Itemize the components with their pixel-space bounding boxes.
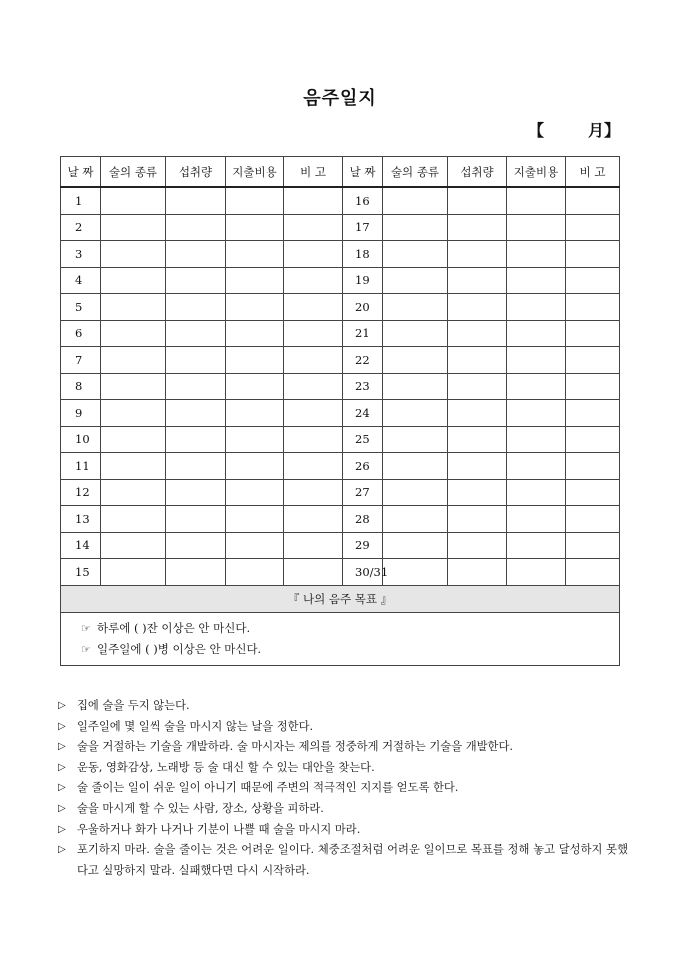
amount-cell[interactable] — [448, 241, 507, 268]
amount-cell[interactable] — [448, 187, 507, 214]
day-cell: 21 — [343, 320, 383, 347]
table-row — [61, 373, 620, 400]
amount-cell[interactable] — [166, 267, 226, 294]
amount-cell[interactable] — [166, 347, 226, 374]
amount-cell[interactable] — [448, 294, 507, 321]
drink-type-cell[interactable] — [383, 214, 448, 241]
table-row — [61, 506, 620, 533]
table-row — [61, 453, 620, 480]
column-header-cost-left: 지출비용 — [226, 157, 284, 188]
drink-type-cell[interactable] — [101, 241, 166, 268]
day-cell: 1 — [61, 187, 101, 214]
drink-type-cell[interactable] — [383, 294, 448, 321]
note-cell[interactable] — [284, 506, 343, 533]
note-cell[interactable] — [284, 267, 343, 294]
cost-cell[interactable] — [226, 373, 284, 400]
day-cell: 2 — [61, 214, 101, 241]
drink-type-cell[interactable] — [383, 241, 448, 268]
amount-cell[interactable] — [166, 426, 226, 453]
table-row — [61, 187, 620, 214]
note-cell[interactable] — [284, 453, 343, 480]
note-cell[interactable] — [284, 479, 343, 506]
tip-item — [58, 799, 628, 820]
day-cell: 6 — [61, 320, 101, 347]
note-cell[interactable] — [566, 426, 620, 453]
cost-cell[interactable] — [507, 187, 566, 214]
goal-daily-text: 하루에 ( )잔 이상은 안 마신다. — [97, 620, 251, 635]
cost-cell[interactable] — [226, 453, 284, 480]
tip-item — [58, 840, 628, 881]
month-open-bracket: 【 — [528, 121, 545, 140]
arrow-bullet-icon: ▷ — [58, 844, 66, 856]
tip-text: 운동, 영화감상, 노래방 등 술 대신 할 수 있는 대안을 찾는다. — [77, 760, 375, 774]
cost-cell[interactable] — [507, 506, 566, 533]
day-cell: 26 — [343, 453, 383, 480]
amount-cell[interactable] — [166, 294, 226, 321]
day-cell: 25 — [343, 426, 383, 453]
tip-item — [58, 758, 628, 779]
cost-cell[interactable] — [507, 453, 566, 480]
amount-cell[interactable] — [166, 532, 226, 559]
table-row — [61, 214, 620, 241]
amount-cell[interactable] — [448, 320, 507, 347]
amount-cell[interactable] — [448, 347, 507, 374]
arrow-bullet-icon: ▷ — [58, 720, 66, 732]
cost-cell[interactable] — [507, 559, 566, 586]
table-row — [61, 532, 620, 559]
note-cell[interactable] — [284, 532, 343, 559]
amount-cell[interactable] — [166, 506, 226, 533]
tip-item — [58, 820, 628, 841]
day-cell: 13 — [61, 506, 101, 533]
day-cell: 23 — [343, 373, 383, 400]
goal-line-weekly[interactable] — [81, 639, 619, 660]
drink-type-cell[interactable] — [101, 400, 166, 427]
drink-type-cell[interactable] — [101, 506, 166, 533]
cost-cell[interactable] — [226, 532, 284, 559]
column-header-date-right: 날 짜 — [343, 157, 383, 188]
drink-type-cell[interactable] — [383, 426, 448, 453]
tip-text: 술 줄이는 일이 쉬운 일이 아니기 때문에 주변의 적극적인 지지를 얻도록 한다. — [77, 781, 459, 795]
cost-cell[interactable] — [226, 294, 284, 321]
amount-cell[interactable] — [166, 559, 226, 586]
tip-text: 술을 거절하는 기술을 개발하라. 술 마시자는 제의를 정중하게 거절하는 기술을 개발한다. — [77, 740, 513, 754]
pointing-hand-icon: ☞ — [81, 621, 91, 635]
day-cell: 28 — [343, 506, 383, 533]
note-cell[interactable] — [566, 453, 620, 480]
arrow-bullet-icon: ▷ — [58, 823, 66, 835]
column-header-amount-right: 섭취량 — [448, 157, 507, 188]
day-cell: 4 — [61, 267, 101, 294]
day-cell: 19 — [343, 267, 383, 294]
drink-type-cell[interactable] — [383, 559, 448, 586]
amount-cell[interactable] — [448, 559, 507, 586]
cost-cell[interactable] — [507, 532, 566, 559]
table-row — [61, 267, 620, 294]
table-row — [61, 400, 620, 427]
column-header-note-left: 비 고 — [284, 157, 343, 188]
note-cell[interactable] — [566, 241, 620, 268]
day-cell: 29 — [343, 532, 383, 559]
note-cell[interactable] — [284, 347, 343, 374]
note-cell[interactable] — [566, 479, 620, 506]
note-cell[interactable] — [566, 373, 620, 400]
arrow-bullet-icon: ▷ — [58, 741, 66, 753]
drink-type-cell[interactable] — [383, 532, 448, 559]
drink-type-cell[interactable] — [383, 453, 448, 480]
goal-weekly-text: 일주일에 ( )병 이상은 안 마신다. — [97, 641, 262, 656]
drink-type-cell[interactable] — [383, 347, 448, 374]
drink-type-cell[interactable] — [101, 187, 166, 214]
amount-cell[interactable] — [448, 426, 507, 453]
arrow-bullet-icon: ▷ — [58, 802, 66, 814]
column-header-cost-right: 지출비용 — [507, 157, 566, 188]
amount-cell[interactable] — [448, 400, 507, 427]
amount-cell[interactable] — [166, 187, 226, 214]
table-row — [61, 426, 620, 453]
note-cell[interactable] — [284, 187, 343, 214]
note-cell[interactable] — [284, 241, 343, 268]
tip-text: 우울하거나 화가 나거나 기분이 나쁠 때 술을 마시지 마라. — [77, 822, 361, 836]
cost-cell[interactable] — [507, 320, 566, 347]
tip-item — [58, 778, 628, 799]
day-cell: 15 — [61, 559, 101, 586]
drink-type-cell[interactable] — [101, 453, 166, 480]
cost-cell[interactable] — [226, 400, 284, 427]
day-cell: 11 — [61, 453, 101, 480]
amount-cell[interactable] — [448, 373, 507, 400]
note-cell[interactable] — [284, 294, 343, 321]
cost-cell[interactable] — [226, 347, 284, 374]
day-cell: 18 — [343, 241, 383, 268]
tip-text: 집에 술을 두지 않는다. — [77, 699, 190, 712]
table-row — [61, 241, 620, 268]
day-cell: 24 — [343, 400, 383, 427]
tip-text: 포기하지 마라. 술을 줄이는 것은 어려운 일이다. 체중조절처럼 어려운 일이므로 목표를 정해 놓고 달성하지 못했다고 실망하지 말라. 실패했다면 다시 시작하라. — [77, 843, 628, 877]
month-field[interactable] — [528, 118, 628, 140]
day-cell: 9 — [61, 400, 101, 427]
drink-type-cell[interactable] — [101, 320, 166, 347]
cost-cell[interactable] — [226, 187, 284, 214]
amount-cell[interactable] — [448, 267, 507, 294]
cost-cell[interactable] — [507, 426, 566, 453]
amount-cell[interactable] — [448, 453, 507, 480]
cost-cell[interactable] — [226, 214, 284, 241]
drink-type-cell[interactable] — [101, 347, 166, 374]
drink-type-cell[interactable] — [101, 373, 166, 400]
drink-type-cell[interactable] — [101, 267, 166, 294]
column-header-date-left: 날 짜 — [61, 157, 101, 188]
amount-cell[interactable] — [448, 506, 507, 533]
note-cell[interactable] — [566, 187, 620, 214]
table-row — [61, 559, 620, 586]
note-cell[interactable] — [566, 532, 620, 559]
cost-cell[interactable] — [507, 479, 566, 506]
arrow-bullet-icon: ▷ — [58, 761, 66, 773]
day-cell: 8 — [61, 373, 101, 400]
amount-cell[interactable] — [448, 532, 507, 559]
day-cell: 16 — [343, 187, 383, 214]
table-row — [61, 347, 620, 374]
cost-cell[interactable] — [226, 267, 284, 294]
drink-type-cell[interactable] — [383, 400, 448, 427]
goal-heading: 『 나의 음주 목표 』 — [61, 585, 620, 612]
note-cell[interactable] — [566, 506, 620, 533]
cost-cell[interactable] — [226, 479, 284, 506]
pointing-hand-icon: ☞ — [81, 642, 91, 656]
note-cell[interactable] — [566, 214, 620, 241]
amount-cell[interactable] — [166, 241, 226, 268]
column-header-drink-type-right: 술의 종류 — [383, 157, 448, 188]
page-title: 음주일지 — [303, 88, 377, 109]
cost-cell[interactable] — [507, 294, 566, 321]
note-cell[interactable] — [284, 559, 343, 586]
table-header-row — [61, 157, 620, 188]
day-cell: 3 — [61, 241, 101, 268]
table-row — [61, 479, 620, 506]
table-row — [61, 294, 620, 321]
note-cell[interactable] — [566, 347, 620, 374]
drink-type-cell[interactable] — [101, 532, 166, 559]
day-cell: 5 — [61, 294, 101, 321]
note-cell[interactable] — [284, 214, 343, 241]
note-cell[interactable] — [284, 320, 343, 347]
day-cell: 30/31 — [343, 559, 383, 586]
tip-item — [58, 696, 628, 717]
column-header-note-right: 비 고 — [566, 157, 620, 188]
day-cell: 7 — [61, 347, 101, 374]
cost-cell[interactable] — [226, 559, 284, 586]
amount-cell[interactable] — [166, 400, 226, 427]
note-cell[interactable] — [284, 426, 343, 453]
note-cell[interactable] — [566, 294, 620, 321]
cost-cell[interactable] — [507, 241, 566, 268]
arrow-bullet-icon: ▷ — [58, 700, 66, 711]
column-header-amount-left: 섭취량 — [166, 157, 226, 188]
day-cell: 14 — [61, 532, 101, 559]
cost-cell[interactable] — [507, 267, 566, 294]
cost-cell[interactable] — [226, 241, 284, 268]
cost-cell[interactable] — [507, 373, 566, 400]
note-cell[interactable] — [566, 320, 620, 347]
cost-cell[interactable] — [507, 347, 566, 374]
drink-type-cell[interactable] — [383, 267, 448, 294]
note-cell[interactable] — [566, 400, 620, 427]
day-cell: 10 — [61, 426, 101, 453]
day-cell: 27 — [343, 479, 383, 506]
drink-type-cell[interactable] — [383, 320, 448, 347]
drink-type-cell[interactable] — [101, 559, 166, 586]
note-cell[interactable] — [566, 267, 620, 294]
cost-cell[interactable] — [226, 320, 284, 347]
drink-type-cell[interactable] — [101, 479, 166, 506]
table-row — [61, 320, 620, 347]
drink-type-cell[interactable] — [101, 426, 166, 453]
tip-item — [58, 737, 628, 758]
column-header-drink-type-left: 술의 종류 — [101, 157, 166, 188]
amount-cell[interactable] — [166, 373, 226, 400]
drink-type-cell[interactable] — [383, 373, 448, 400]
amount-cell[interactable] — [166, 320, 226, 347]
goal-line-daily[interactable] — [81, 618, 619, 639]
day-cell: 20 — [343, 294, 383, 321]
note-cell[interactable] — [284, 400, 343, 427]
drink-type-cell[interactable] — [101, 294, 166, 321]
drink-type-cell[interactable] — [383, 479, 448, 506]
arrow-bullet-icon: ▷ — [58, 782, 66, 794]
note-cell[interactable] — [284, 373, 343, 400]
tip-item — [58, 717, 628, 738]
tip-text: 일주일에 몇 일씩 술을 마시지 않는 날을 정한다. — [77, 719, 314, 733]
amount-cell[interactable] — [166, 479, 226, 506]
tip-text: 술을 마시게 할 수 있는 사람, 장소, 상황을 피하라. — [77, 801, 324, 815]
drink-type-cell[interactable] — [383, 187, 448, 214]
tips-list — [58, 696, 628, 881]
cost-cell[interactable] — [507, 400, 566, 427]
amount-cell[interactable] — [166, 453, 226, 480]
goal-box — [61, 612, 620, 665]
day-cell: 22 — [343, 347, 383, 374]
amount-cell[interactable] — [448, 214, 507, 241]
cost-cell[interactable] — [226, 506, 284, 533]
month-label: 月】 — [588, 121, 621, 140]
cost-cell[interactable] — [507, 214, 566, 241]
drinking-log-table — [60, 156, 620, 666]
drink-type-cell[interactable] — [383, 506, 448, 533]
day-cell: 12 — [61, 479, 101, 506]
drink-type-cell[interactable] — [101, 214, 166, 241]
amount-cell[interactable] — [448, 479, 507, 506]
amount-cell[interactable] — [166, 214, 226, 241]
day-cell: 17 — [343, 214, 383, 241]
note-cell[interactable] — [566, 559, 620, 586]
cost-cell[interactable] — [226, 426, 284, 453]
